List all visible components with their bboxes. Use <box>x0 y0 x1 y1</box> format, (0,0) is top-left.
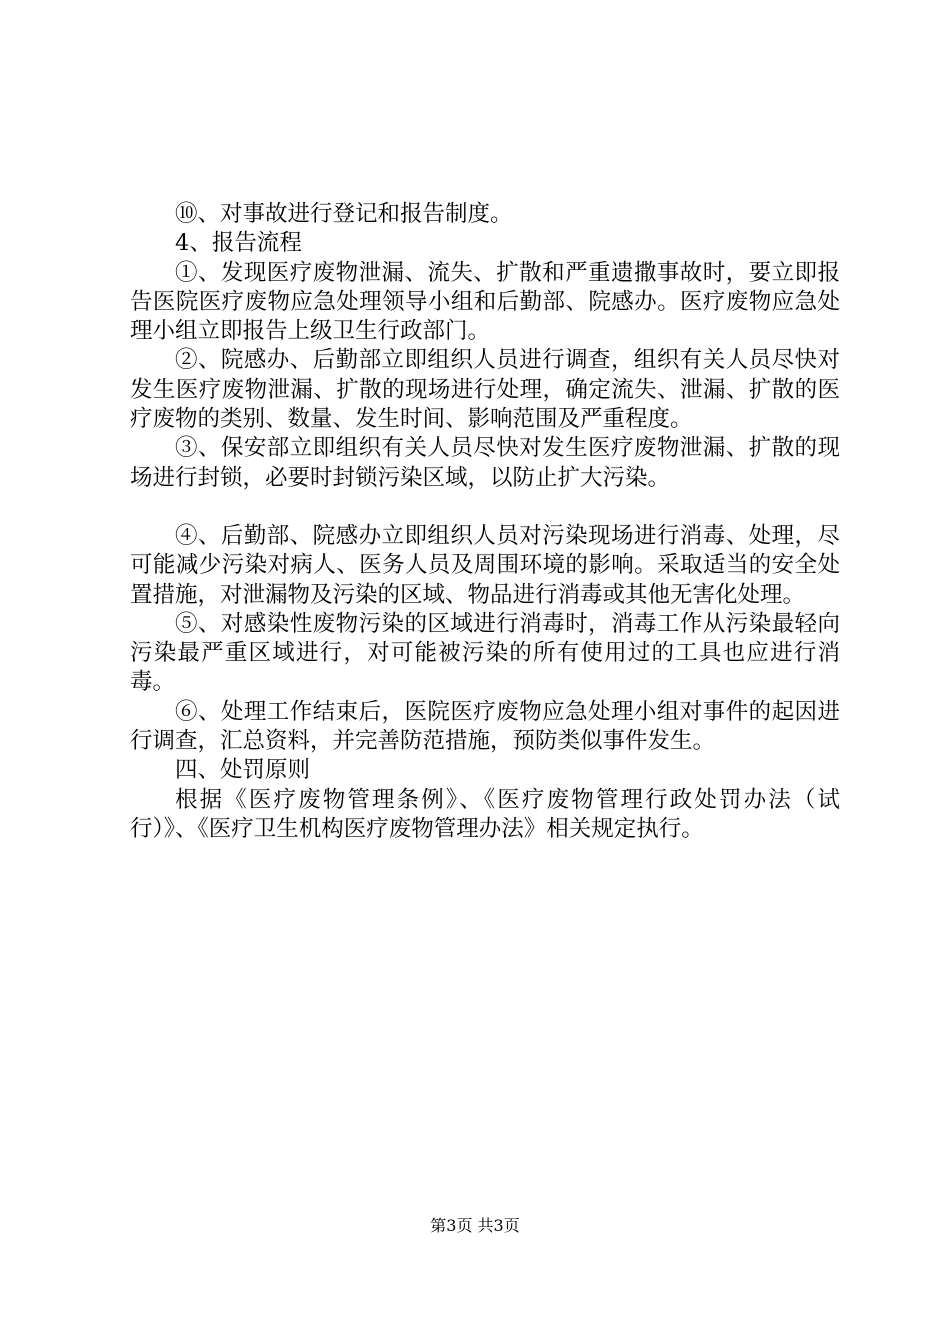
paragraph-heading-report-process: 4、报告流程 <box>175 230 302 257</box>
paragraph-penalty-basis: 根据《医疗废物管理条例》、《医疗废物管理行政处罚办法（试行）》、《医疗卫生机构医疗废物管理办法》相关规定执行。 <box>130 786 840 842</box>
paragraph-step-4: ④、后勤部、院感办立即组织人员对污染现场进行消毒、处理，尽可能减少污染对病人、医务人员及周围环境的影响。采取适当的安全处置措施，对泄漏物及污染的区域、物品进行消毒或其他无害化处理。 <box>130 522 840 608</box>
paragraph-step-3: ③、保安部立即组织有关人员尽快对发生医疗废物泄漏、扩散的现场进行封锁，必要时封锁污染区域，以防止扩大污染。 <box>130 435 840 491</box>
paragraph-step-6: ⑥、处理工作结束后，医院医疗废物应急处理小组对事件的起因进行调查，汇总资料，并完善防范措施，预防类似事件发生。 <box>130 698 840 755</box>
page-number-footer: 第3页 共3页 <box>430 1216 520 1235</box>
paragraph-step-5: ⑤、对感染性废物污染的区域进行消毒时，消毒工作从污染最轻向污染最严重区域进行，对可能被污染的所有使用过的工具也应进行消毒。 <box>130 610 840 696</box>
document-body <box>130 200 840 844</box>
paragraph-step-2: ②、院感办、后勤部立即组织人员进行调查，组织有关人员尽快对发生医疗废物泄漏、扩散的现场进行处理，确定流失、泄漏、扩散的医疗废物的类别、数量、发生时间、影响范围及严重程度。 <box>130 347 840 433</box>
paragraph-item-10: ⑩、对事故进行登记和报告制度。 <box>175 201 513 227</box>
paragraph-step-1: ①、发现医疗废物泄漏、流失、扩散和严重遗撒事故时，要立即报告医院医疗废物应急处理领导小组和后勤部、院感办。医疗废物应急处理小组立即报告上级卫生行政部门。 <box>130 259 840 345</box>
section-heading-penalty: 四、处罚原则 <box>175 757 311 784</box>
